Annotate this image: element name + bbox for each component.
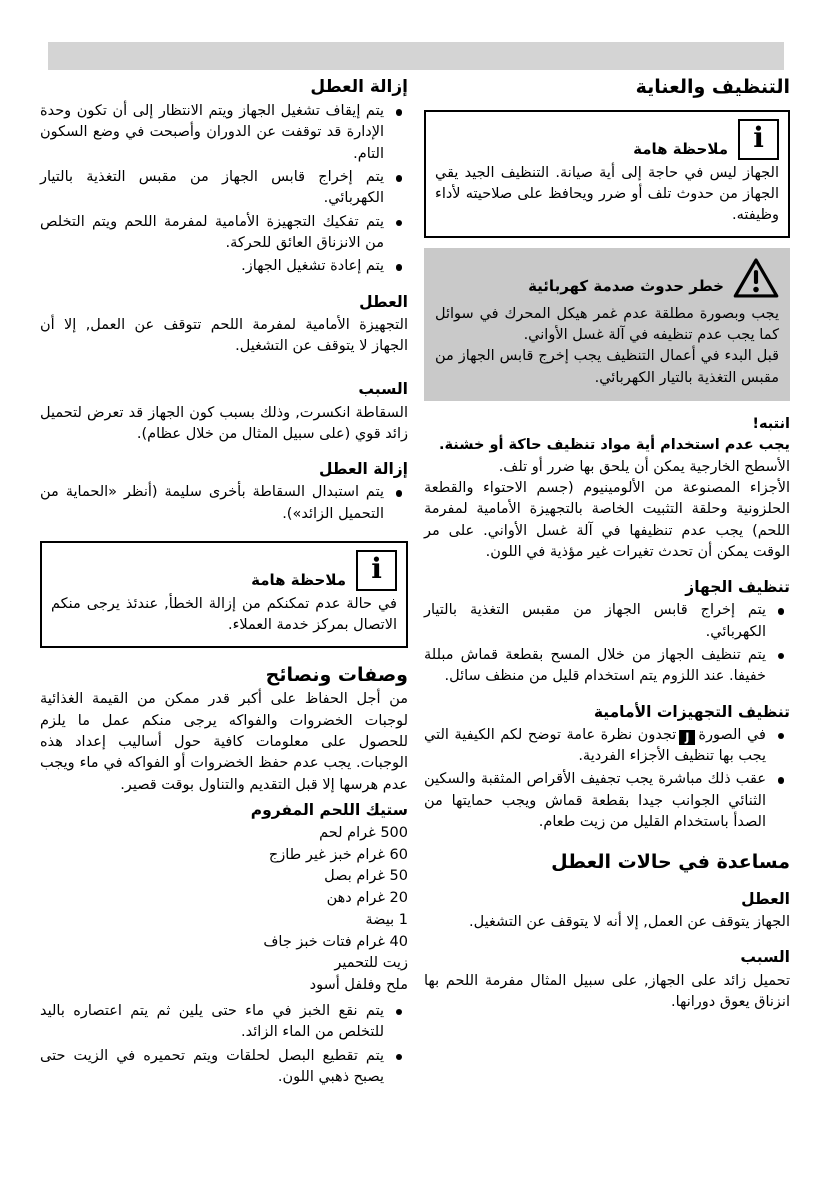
figure-ref-badge: J — [679, 730, 695, 745]
ingredients-list — [40, 823, 408, 997]
remedy-steps-list — [40, 482, 408, 525]
list-item-text: في الصورة — [698, 726, 766, 743]
cleaning-care-column — [424, 76, 790, 1090]
attention-title: انتبه! — [752, 415, 790, 432]
section-title-recipes: وصفات ونصائح — [265, 663, 408, 686]
section-title-cleaning: التنظيف والعناية — [635, 76, 790, 98]
ingredient-line: 60 غرام خبز غير طازج — [268, 846, 408, 863]
attachments-cleaning-list — [424, 725, 790, 834]
list-item: يتم تقطيع البصل لحلقات ويتم تحميره في الزيت حتى يصبح ذهبي اللون. — [40, 1046, 408, 1089]
subheading-cause: السبب — [740, 948, 790, 967]
section-title-help: مساعدة في حالات العطل — [551, 851, 790, 874]
cause-text: السقاطة انكسرت, وذلك بسبب كون الجهاز قد تعرض لتحميل زائد قوي (على سبيل المثال من خلال عظام). — [40, 404, 408, 442]
warning-title: خطر حدوث صدمة كهربائية — [528, 276, 724, 295]
important-note-box — [424, 110, 790, 238]
subheading-fault: العطل — [359, 292, 408, 311]
list-item-text: تجدون نظرة عامة توضح لكم الكيفية التي يجب بها تنظيف الأجزاء الفردية. — [424, 726, 766, 764]
warning-triangle-icon — [733, 257, 779, 299]
fault-text: الجهاز يتوقف عن العمل, إلا أنه لا يتوقف عن التشغيل. — [469, 914, 790, 931]
list-item: يتم إخراج قابس الجهاز من مقبس التغذية بالتيار الكهربائي. — [424, 600, 790, 643]
electric-shock-warning-box — [424, 248, 790, 401]
troubleshooting-column — [40, 76, 408, 1090]
subheading-device-cleaning: تنظيف الجهاز — [685, 578, 790, 597]
warning-text-line: قبل البدء في أعمال التنظيف يجب إخرج قابس الجهاز من مقبس التغذية بالتيار الكهربائي. — [435, 348, 779, 386]
note-header — [435, 119, 779, 160]
warning-text-line: يجب وبصورة مطلقة عدم غمر هيكل المحرك في سوائل كما يجب عدم تنظيفه في آلة غسل الأواني. — [435, 305, 779, 343]
list-item: يتم إعادة تشغيل الجهاز. — [40, 256, 408, 277]
ingredient-line: 500 غرام لحم — [319, 824, 408, 841]
remedy-steps-list — [40, 101, 408, 278]
page-header-bar — [48, 42, 784, 70]
subheading-steak-recipe: ستيك اللحم المفروم — [250, 800, 408, 819]
warning-header — [435, 257, 779, 299]
note-title: ملاحظة هامة — [633, 139, 728, 158]
recipes-intro: من أجل الحفاظ على أكبر قدر ممكن من القيمة الغذائية لوجبات الخضروات والفواكه يرجى منكم عمل ما يلزم للحصول على معلومات كافية حول أساليب إعداد هذه الوجبات. يجب عدم حفظ الخضروات أو الفواكه في ماء ويجب عدم هرسها إلا قبل التقديم والتناول بوقت قصير. — [40, 691, 408, 793]
note-body: في حالة عدم تمكنكم من إزالة الخطأ, عندئذ يرجى منكم الاتصال بمركز خدمة العملاء. — [51, 595, 397, 634]
subheading-fault: العطل — [741, 889, 790, 908]
attention-bold-line: يجب عدم استخدام أية مواد تنظيف حاكة أو خشنة. — [438, 437, 790, 454]
subheading-remedy: إزالة العطل — [310, 77, 408, 97]
subheading-remedy: إزالة العطل — [319, 460, 408, 479]
important-note-box — [40, 541, 408, 648]
subheading-attachments-cleaning: تنظيف التجهيزات الأمامية — [593, 702, 790, 721]
attention-text: الأجزاء المصنوعة من الألومينيوم (جسم الاحتواء والقطعة الحلزونية وحلقة التثبيت الخاصة بالتجهيزة الأمامية لمفرمة اللحم) يجب عدم تنظيفها في آلة غسل الأواني. على مر الوقت يمكن أن تحدث تغيرات غير مؤذية في اللون. — [424, 479, 790, 560]
list-item: عقب ذلك مباشرة يجب تجفيف الأقراص المثقبة والسكين الثنائي الجوانب جيدا بقطعة قماش ويجب حمايتها من الصدأ باستخدام القليل من زيت طعام. — [424, 769, 790, 833]
ingredient-line: 50 غرام بصل — [324, 868, 408, 885]
attention-text: الأسطح الخارجية يمكن أن يلحق بها ضرر أو تلف. — [498, 458, 790, 475]
list-item — [424, 725, 790, 768]
cause-text: تحميل زائد على الجهاز, على سبيل المثال مفرمة اللحم بها انزناق يعوق دورانها. — [424, 972, 790, 1010]
note-body: الجهاز ليس في حاجة إلى أية صيانة. التنظيف الجيد يقي الجهاز من حدوث تلف أو ضرر ويحافظ على صلاحيته لأداء وظيفته. — [435, 164, 779, 224]
list-item: يتم استبدال السقاطة بأخرى سليمة (أنظر «الحماية من التحميل الزائد»). — [40, 482, 408, 525]
ingredient-line: ملح وفلفل أسود — [309, 977, 408, 994]
device-cleaning-list — [424, 600, 790, 687]
list-item: يتم إيقاف تشغيل الجهاز ويتم الانتظار إلى أن تكون وحدة الإدارة قد توقفت عن الدوران وأصبحت في وضع السكون التام. — [40, 101, 408, 165]
info-icon: i — [356, 550, 397, 591]
ingredient-line: زيت للتحمير — [334, 955, 408, 972]
note-header — [51, 550, 397, 591]
page-columns — [40, 76, 790, 1090]
recipe-steps-list — [40, 1001, 408, 1088]
ingredient-line: 1 بيضة — [365, 911, 408, 928]
list-item: يتم نقع الخبز في ماء حتى يلين ثم يتم اعتصاره باليد للتخلص من الماء الزائد. — [40, 1001, 408, 1044]
list-item: يتم تنظيف الجهاز من خلال المسح بقطعة قماش مبللة خفيفا. عند اللزوم يتم استخدام قليل من منظف سائل. — [424, 645, 790, 688]
note-title: ملاحظة هامة — [251, 570, 346, 589]
list-item: يتم تفكيك التجهيزة الأمامية لمفرمة اللحم ويتم التخلص من الانزناق العائق للحركة. — [40, 212, 408, 255]
info-icon: i — [738, 119, 779, 160]
ingredient-line: 40 غرام فتات خبز جاف — [263, 933, 408, 950]
subheading-cause: السبب — [358, 380, 408, 399]
list-item: يتم إخراج قابس الجهاز من مقبس التغذية بالتيار الكهربائي. — [40, 167, 408, 210]
fault-text: التجهيزة الأمامية لمفرمة اللحم تتوقف عن العمل, إلا أن الجهاز لا يتوقف عن التشغيل. — [40, 316, 408, 355]
ingredient-line: 20 غرام دهن — [326, 890, 408, 907]
